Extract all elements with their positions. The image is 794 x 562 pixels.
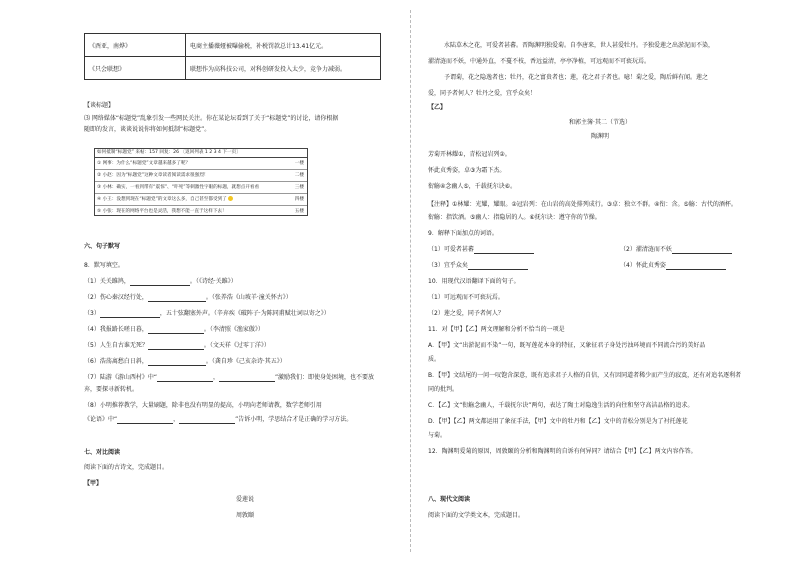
- q11-option-c: C．【乙】文“衔觞念幽人，千载抚尔诀”两句，表达了陶士对隐逸生活的向往和坚守高洁品格的追求。: [428, 402, 694, 409]
- answer-blank[interactable]: [157, 375, 213, 382]
- post-text: ④ 小王：没想到现在“标题党”的文章这么多，自己甚至都受到了: [97, 197, 227, 202]
- forum-header: 如何抵制“标题党” 来帖：157 回复：26 〔返回列表 1 2 3 4 下一页〕: [95, 149, 307, 158]
- forum-post: [95, 206, 307, 217]
- section-8-instruction: 阅读下面的文学类文本，完成题目。: [428, 512, 525, 519]
- table-cell-content: 电商主播薇娅被曝偷税，补税罚款总计13.41亿元。: [186, 34, 381, 57]
- forum-screenshot: [94, 148, 308, 216]
- right-page: [420, 0, 794, 562]
- q9-item-2: （2）濯清涟而不妖: [620, 246, 732, 254]
- post-floor: 三楼: [294, 185, 304, 190]
- answer-blank[interactable]: [148, 327, 204, 334]
- q10-item-2: （2）莲之爱，同予者何人？: [428, 310, 504, 317]
- q11-option-b-cont: 同的批判。: [428, 386, 459, 393]
- jia-label: 【甲】: [84, 480, 103, 487]
- post-text: ② 小赵：因为“标题党”这种文章读者阅读需求很强烈！: [97, 173, 209, 178]
- notes-line2: 衔觞：指饮酒。⑤幽人：指隐居的人。⑥抚尔诀：遵守你的节操。: [428, 214, 601, 221]
- answer-blank[interactable]: [148, 295, 206, 302]
- poem-line: 怀此贞秀姿，卓③为霜下杰。: [428, 167, 506, 174]
- title-comparison-table: [84, 33, 381, 80]
- forum-post: [95, 194, 307, 206]
- q11-option-a-cont: 质。: [428, 356, 441, 363]
- section-7-heading: 七、对比阅读: [84, 449, 121, 456]
- q11-option-d: D．【甲】【乙】两文都运用了象征手法，【甲】文中的牡丹和【乙】文中的青松分别是为了衬托莲花: [428, 418, 688, 425]
- answer-blank[interactable]: [179, 417, 235, 424]
- q9-item-3: （3）宜乎众矣: [428, 262, 528, 270]
- q8-item-6: （6）浩荡离愁白日斜， 。（龚自珍《己亥杂诗·其五》）: [84, 358, 286, 365]
- post-floor: 四楼: [294, 197, 304, 202]
- section-7-instruction: 阅读下面的古诗文，完成题目。: [84, 464, 169, 471]
- post-floor: 一楼: [294, 161, 304, 166]
- q8-item-8: （8）小明推荐教学，大量刷题，除非也没有明显的提高，小明向老师请教，数学老师引用: [84, 402, 322, 409]
- passage-line: 予谓菊，花之隐逸者也；牡丹，花之富贵者也；莲，花之君子者也。噫！菊之爱，陶后鲜有闻。莲之: [444, 74, 709, 81]
- notes-line1: 【注释】①林耀：光耀，耀眼。②冠岩列：在山岩的高处排列成行。③卓：独立不群。④衔：含。⑤觞：古代的酒杯。: [428, 201, 737, 208]
- q8-item-8-cont: 《论语》中“ ， ”告诉小明，学思结合才是正确的学习方法。: [84, 416, 353, 423]
- forum-post: [95, 170, 307, 182]
- poem-line: 芳菊开林耀①，青松冠岩列②。: [428, 151, 511, 158]
- q8-item-5: （5）人生自古谁无死？ 。（文天祥《过零丁洋》）: [84, 342, 270, 349]
- smiley-emoji-icon: [228, 196, 233, 201]
- q10-item-1: （1）可远观而不可亵玩焉。: [428, 294, 504, 301]
- q9-item-1: （1）可爱者甚蕃: [428, 246, 534, 254]
- q8-item-4: （4）我报路长嗟日暮， 。（李清照《渔家傲》）: [84, 326, 264, 333]
- answer-blank[interactable]: [468, 263, 528, 270]
- answer-blank[interactable]: [474, 247, 534, 254]
- q11-option-b: B．【甲】文结尾的一问一叹饱含深意，既有追求君子人格的自信，又有因同道者稀少而产生的寂寞，还有对追名逐利者: [428, 372, 742, 379]
- answer-blank[interactable]: [130, 279, 190, 286]
- post-text: ⑤ 小张：现在的网络平台也是灵活，我想不能一直于这样下去！: [97, 209, 227, 214]
- section-8-heading: 八、现代文阅读: [428, 496, 471, 503]
- q8-item-1: （1）关关雎鸠， 。（《诗经·关雎》）: [84, 278, 237, 285]
- question-8: 8．默写填空。: [84, 262, 124, 269]
- question-12: 12．陶渊明爱菊的原因，周敦颐的分析和陶渊明的自诉有何异同？请结合【甲】【乙】两文内容作答。: [428, 448, 697, 455]
- answer-blank[interactable]: [148, 343, 204, 350]
- answer-blank[interactable]: [219, 375, 275, 382]
- q8-item-7: （7）陆游《游山西村》中“ ， ”激励我们：即使身处困境，也不要放: [84, 374, 375, 381]
- q11-option-a: A．【甲】文“出淤泥而不染”一句，既写莲花本身的特征，又象征君子身处污浊环境而不同流合污的美好品: [428, 342, 706, 349]
- post-text: ① 网事：为什么“标题党”文章越来越多了呢？: [97, 161, 191, 166]
- question-9: 9．解释下面加点的词语。: [428, 230, 498, 237]
- answer-blank[interactable]: [117, 417, 173, 424]
- answer-blank[interactable]: [666, 263, 726, 270]
- section-6-heading: 六、句子默写: [84, 243, 121, 250]
- table-cell-content: 联想作为高科技公司，对科创研发投入太少，竞争力减弱。: [186, 57, 381, 80]
- poem-title: 和郭主簿·其二（节选）: [569, 119, 631, 126]
- q8-item-7-cont: 弃，要探寻新转机。: [84, 386, 139, 393]
- poem-author: 陶渊明: [590, 133, 609, 140]
- question-10: 10．用现代汉语翻译下面的句子。: [428, 278, 520, 285]
- passage-line: 濯清涟而不妖，中通外直，不蔓不枝，香远益清，亭亭净植，可远观而不可亵玩焉。: [428, 58, 651, 65]
- q11-option-d-cont: 与菊。: [428, 432, 447, 439]
- essay-author: 周敦颐: [235, 512, 254, 519]
- post-floor: 二楼: [294, 173, 304, 178]
- passage-line: 爱，同予者何人？牡丹之爱，宜乎众矣！: [428, 90, 537, 97]
- column-divider: [410, 10, 411, 552]
- q8-item-3: （3） ，五十弦翻塞外声。（辛弃疾《破阵子·为陈同甫赋壮词以寄之》）: [84, 310, 330, 317]
- answer-blank[interactable]: [148, 359, 206, 366]
- q9-item-4: （4）怀此贞秀姿: [620, 262, 726, 270]
- essay-title: 爱莲说: [235, 496, 254, 503]
- forum-post: [95, 182, 307, 194]
- q8-item-2: （2）伤心秦汉经行处， 。（张养浩《山坡羊·潼关怀古》）: [84, 294, 292, 301]
- discussion-heading: 【谈标题】: [84, 102, 115, 109]
- table-row: [85, 34, 381, 57]
- answer-blank[interactable]: [672, 247, 732, 254]
- discussion-paragraph-line1: ⑶ 网络媒体“标题党”乱象引发一些网民关注。你在某论坛看到了关于“标题党”的讨论，请你根据: [84, 115, 339, 122]
- answer-blank[interactable]: [100, 311, 160, 318]
- passage-line: 水陆草木之花，可爱者甚蕃。晋陶渊明独爱菊。自李唐来，世人甚爱牡丹。予独爱莲之出淤泥而不染，: [444, 42, 715, 49]
- poem-line: 衔觞④念幽人⑤，千载抚尔诀⑥。: [428, 183, 517, 190]
- post-floor: 五楼: [294, 209, 304, 214]
- table-row: [85, 57, 381, 80]
- question-11: 11．对【甲】【乙】两文理解和分析不恰当的一项是: [428, 326, 565, 333]
- discussion-paragraph-line2: 随即的发言，谈谈说说你将如何抵制“标题党”。: [84, 126, 211, 133]
- yi-label: 【乙】: [428, 104, 447, 111]
- table-cell-title: 《酉亚，南烨》: [85, 34, 186, 57]
- forum-post: [95, 158, 307, 170]
- table-cell-title: 《只会联想》: [85, 57, 186, 80]
- post-text: ③ 小林：确实，一看到带有“震惊”、“吓死”等刺激性字眼的标题，就想点开看看: [97, 185, 260, 190]
